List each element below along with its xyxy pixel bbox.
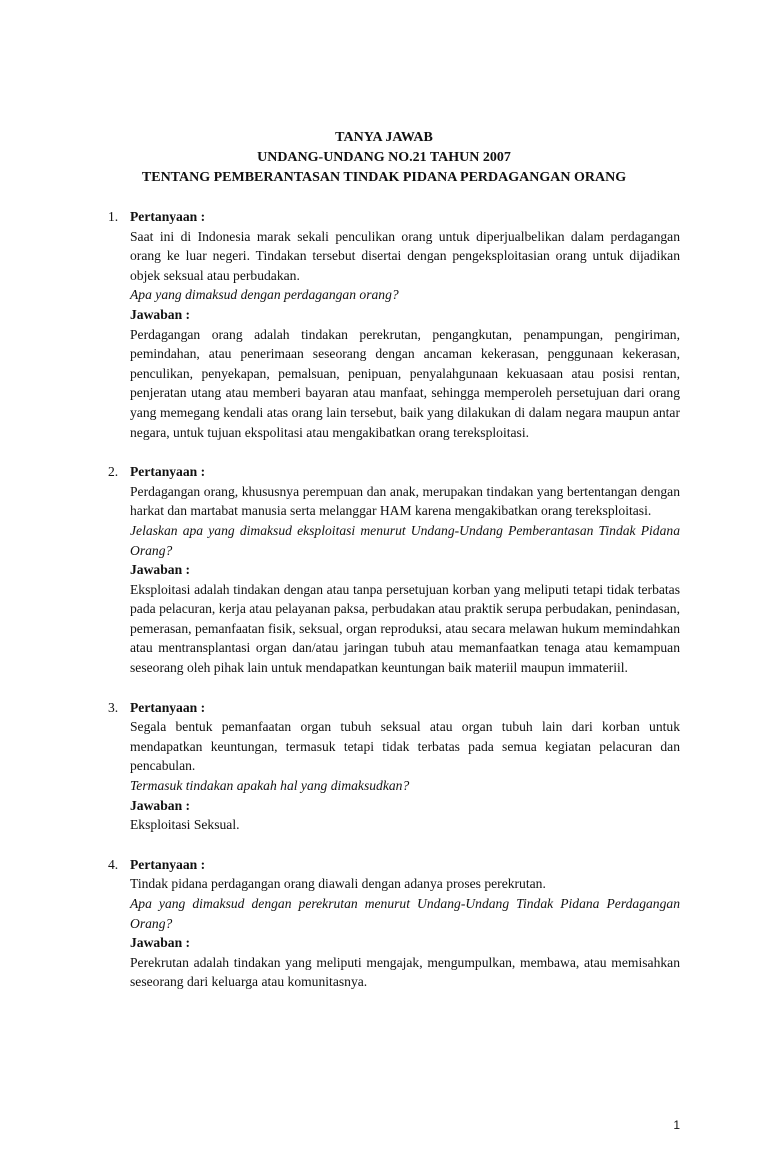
answer-label: Jawaban :	[130, 306, 191, 322]
question-text: Termasuk tindakan apakah hal yang dimaksudkan?	[130, 778, 410, 794]
qa-item-3	[108, 698, 680, 835]
question-text: Apa yang dimaksud dengan perdagangan orang?	[130, 287, 399, 303]
question-label: Pertanyaan :	[130, 856, 206, 872]
answer-text: Eksploitasi adalah tindakan dengan atau tanpa persetujuan korban yang meliputi tetapi tidak terbatas pada pelacuran, kerja atau pelayanan paksa, perbudakan atau praktik serupa perbudakan, penindasan, pemerasan, pemanfaatan fisik, seksual, organ reproduksi, atau secara melawan hukum memindahkan atau mentransplantasi organ dan/atau jaringan tubuh atau memanfaatkan tenaga atau kemampuan seseorang oleh pihak lain untuk mendapatkan keuntungan baik materiil maupun immateriil.	[130, 581, 680, 676]
qa-item-1	[108, 207, 680, 442]
qa-item-4	[108, 855, 680, 992]
page-number: 1	[673, 1118, 680, 1132]
question-text: Apa yang dimaksud dengan perekrutan menurut Undang-Undang Tindak Pidana Perdagangan Orang?	[130, 896, 680, 931]
question-label: Pertanyaan :	[130, 464, 206, 480]
item-number: 4.	[108, 856, 119, 872]
title-line-3: TENTANG PEMBERANTASAN TINDAK PIDANA PERDAGANGAN ORANG	[141, 170, 627, 185]
document-title	[0, 128, 768, 188]
question-context: Perdagangan orang, khususnya perempuan dan anak, merupakan tindakan yang bertentangan dengan harkat dan martabat manusia serta melanggar HAM karena mengakibatkan orang tereksploitasi.	[130, 483, 680, 519]
qa-list	[108, 207, 680, 1012]
question-context: Tindak pidana perdagangan orang diawali dengan adanya proses perekrutan.	[130, 876, 546, 892]
answer-text: Perdagangan orang adalah tindakan perekrutan, pengangkutan, penampungan, pengiriman, pemindahan, atau penerimaan seseorang dengan ancaman kekerasan, penggunaan kekerasan, penculikan, penyekapan, pemalsuan, penipuan, penyalahgunaan kekuasaan atau posisi rentan, penjeratan utang atau memberi bayaran atau manfaat, sehingga memperoleh persetujuan dari orang yang memegang kendali atas orang lain tersebut, baik yang dilakukan di dalam negara maupun antar negara, untuk tujuan ekspolitasi atau mengakibatkan orang tereksploitasi.	[130, 326, 680, 440]
answer-text: Perekrutan adalah tindakan yang meliputi mengajak, mengumpulkan, membawa, atau memisahkan seseorang dari keluarga atau komunitasnya.	[130, 954, 680, 990]
answer-label: Jawaban :	[130, 935, 191, 951]
question-label: Pertanyaan :	[130, 209, 206, 224]
answer-label: Jawaban :	[130, 797, 191, 813]
item-number: 2.	[108, 464, 119, 480]
question-context: Segala bentuk pemanfaatan organ tubuh seksual atau organ tubuh lain dari korban untuk mendapatkan keuntungan, termasuk tetapi tidak terbatas pada semua kegiatan pelacuran dan pencabulan.	[130, 719, 680, 774]
question-text: Jelaskan apa yang dimaksud eksploitasi menurut Undang-Undang Pemberantasan Tindak Pidana Orang?	[130, 522, 680, 558]
item-number: 1.	[108, 209, 119, 224]
answer-text: Eksploitasi Seksual.	[130, 817, 240, 833]
question-context: Saat ini di Indonesia marak sekali penculikan orang untuk diperjualbelikan dalam perdagangan orang ke luar negeri. Tindakan tersebut disertai dengan pengeksploitasian orang untuk dijadikan objek seksual atau perbudakan.	[130, 228, 680, 283]
item-number: 3.	[108, 699, 119, 715]
question-label: Pertanyaan :	[130, 699, 206, 715]
answer-label: Jawaban :	[130, 562, 191, 578]
title-line-1: TANYA JAWAB	[335, 130, 433, 145]
qa-item-2	[108, 462, 680, 678]
title-line-2: UNDANG-UNDANG NO.21 TAHUN 2007	[257, 150, 511, 165]
